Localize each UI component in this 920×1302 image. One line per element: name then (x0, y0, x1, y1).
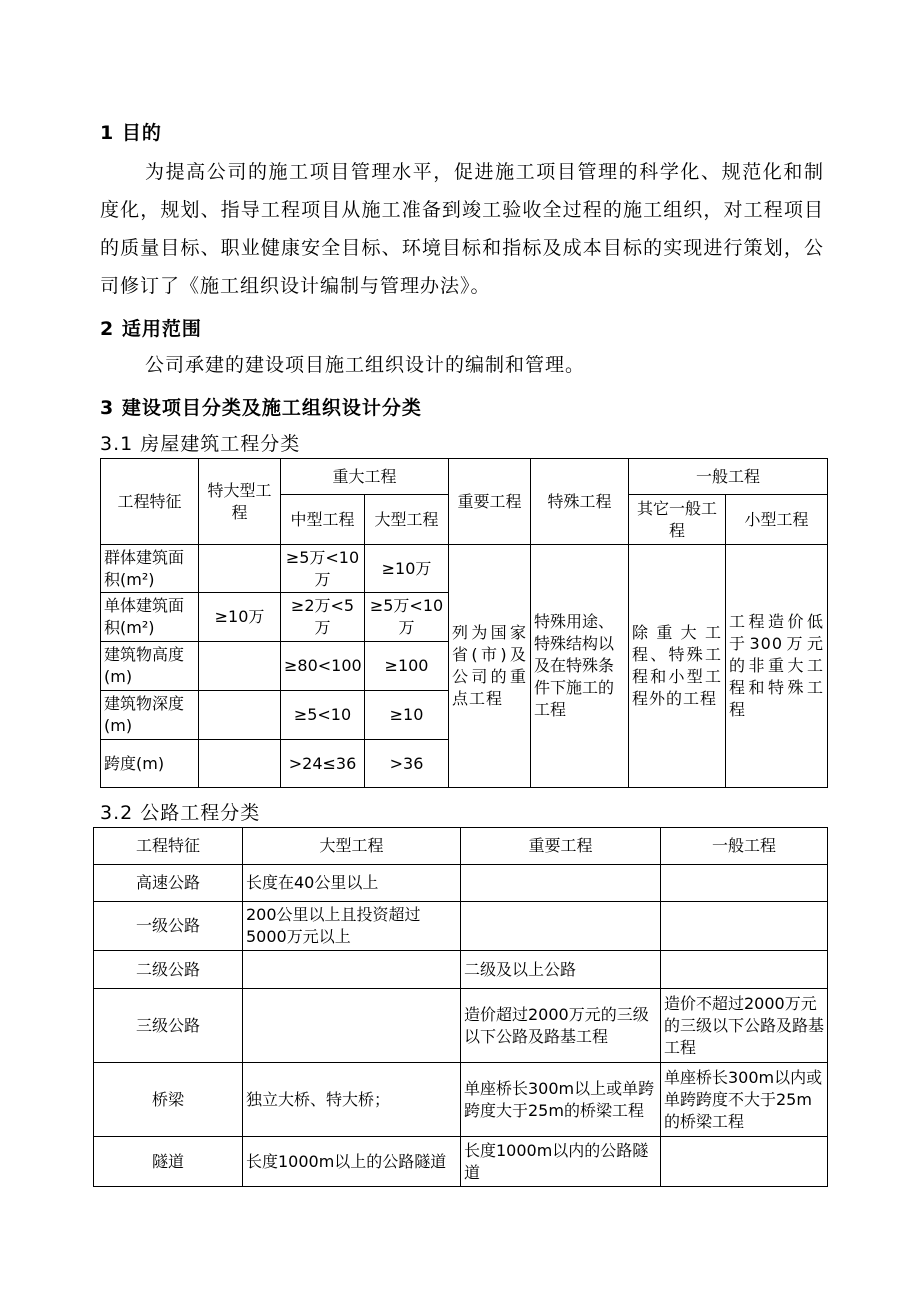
important-merged-cell: 列为国家省(市)及公司的重点工程 (449, 545, 531, 788)
important-cell (461, 865, 661, 902)
table-row (94, 989, 828, 1063)
header-general: 一般工程 (661, 828, 828, 865)
mid-cell: ≥2万<5万 (281, 593, 365, 642)
header-extra-large: 特大型工程 (199, 459, 281, 545)
header-important: 重要工程 (461, 828, 661, 865)
feature-cell: 单体建筑面积(m²) (101, 593, 199, 642)
header-small: 小型工程 (726, 495, 828, 545)
feature-cell: 跨度(m) (101, 740, 199, 788)
header-large: 大型工程 (243, 828, 461, 865)
general-cell: 造价不超过2000万元的三级以下公路及路基工程 (661, 989, 828, 1063)
feature-cell: 一级公路 (94, 902, 243, 951)
other-general-merged-cell: 除重大工程、特殊工程和小型工程外的工程 (629, 545, 726, 788)
feature-cell: 高速公路 (94, 865, 243, 902)
important-cell: 长度1000m以内的公路隧道 (461, 1137, 661, 1187)
important-cell: 造价超过2000万元的三级以下公路及路基工程 (461, 989, 661, 1063)
section-2-body: 公司承建的建设项目施工组织设计的编制和管理。 (145, 354, 586, 376)
table-row (101, 545, 828, 593)
feature-cell: 建筑物高度(m) (101, 642, 199, 691)
xl-cell (199, 740, 281, 788)
table-2-title: 3.2 公路工程分类 (100, 802, 261, 824)
general-cell (661, 1137, 828, 1187)
section-1-body: 为提高公司的施工项目管理水平，促进施工项目管理的科学化、规范化和制度化，规划、指导工程项目从施工准备到竣工验收全过程的施工组织，对工程项目的质量目标、职业健康安全目标、环境目标和指标及成本目标的实现进行策划，公司修订了《施工组织设计编制与管理办法》。 (100, 161, 824, 297)
large-cell: 独立大桥、特大桥； (243, 1063, 461, 1137)
feature-cell: 群体建筑面积(m²) (101, 545, 199, 593)
mid-cell: ≥5<10 (281, 691, 365, 740)
feature-cell: 桥梁 (94, 1063, 243, 1137)
feature-cell: 建筑物深度(m) (101, 691, 199, 740)
large-cell: 200公里以上且投资超过5000万元以上 (243, 902, 461, 951)
section-3-heading: 3 建设项目分类及施工组织设计分类 (100, 397, 422, 419)
building-classification-table (100, 458, 828, 788)
header-special: 特殊工程 (531, 459, 629, 545)
special-merged-cell: 特殊用途、特殊结构以及在特殊条件下施工的工程 (531, 545, 629, 788)
important-cell: 二级及以上公路 (461, 951, 661, 989)
general-cell: 单座桥长300m以内或单跨跨度不大于25m的桥梁工程 (661, 1063, 828, 1137)
header-feature: 工程特征 (94, 828, 243, 865)
table-1-title: 3.1 房屋建筑工程分类 (100, 433, 301, 455)
header-general: 一般工程 (629, 459, 828, 495)
large-cell: ≥100 (365, 642, 449, 691)
xl-cell: ≥10万 (199, 593, 281, 642)
mid-cell: ≥80<100 (281, 642, 365, 691)
mid-cell: >24≤36 (281, 740, 365, 788)
table-row (94, 951, 828, 989)
large-cell: 长度1000m以上的公路隧道 (243, 1137, 461, 1187)
large-cell (243, 989, 461, 1063)
section-1-heading: 1 目的 (100, 122, 162, 144)
general-cell (661, 865, 828, 902)
table-header-row (94, 828, 828, 865)
header-other-general: 其它一般工程 (629, 495, 726, 545)
table-row (94, 902, 828, 951)
small-merged-cell: 工程造价低于300万元的非重大工程和特殊工程 (726, 545, 828, 788)
feature-cell: 二级公路 (94, 951, 243, 989)
header-major: 重大工程 (281, 459, 449, 495)
section-2-heading: 2 适用范围 (100, 318, 202, 340)
important-cell (461, 902, 661, 951)
table-row (94, 1063, 828, 1137)
large-cell (243, 951, 461, 989)
feature-cell: 隧道 (94, 1137, 243, 1187)
large-cell: ≥10万 (365, 545, 449, 593)
large-cell: ≥5万<10万 (365, 593, 449, 642)
general-cell (661, 902, 828, 951)
xl-cell (199, 642, 281, 691)
mid-cell: ≥5万<10万 (281, 545, 365, 593)
table-row (94, 865, 828, 902)
header-feature: 工程特征 (101, 459, 199, 545)
important-cell: 单座桥长300m以上或单跨跨度大于25m的桥梁工程 (461, 1063, 661, 1137)
highway-classification-table (93, 827, 828, 1187)
xl-cell (199, 691, 281, 740)
large-cell: 长度在40公里以上 (243, 865, 461, 902)
header-mid: 中型工程 (281, 495, 365, 545)
table-row (94, 1137, 828, 1187)
large-cell: ≥10 (365, 691, 449, 740)
feature-cell: 三级公路 (94, 989, 243, 1063)
general-cell (661, 951, 828, 989)
large-cell: >36 (365, 740, 449, 788)
xl-cell (199, 545, 281, 593)
header-large: 大型工程 (365, 495, 449, 545)
header-important: 重要工程 (449, 459, 531, 545)
